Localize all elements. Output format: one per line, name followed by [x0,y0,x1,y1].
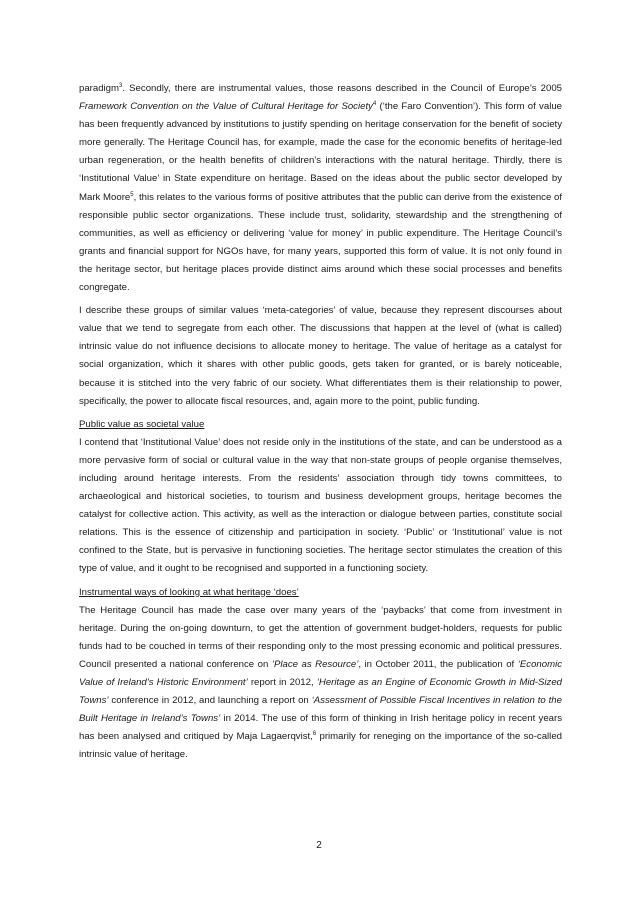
text-run: paradigm [79,83,119,94]
text-run: , this relates to the various forms of positive attributes that the public can derive from the existence of responsible public sector organizations. These include trust, solidarity, stewardship and the strengthening of communities, as well as efficiency or delivering ‘value for money’ in public expenditure. The Heritage Council’s grants and financial support for NGOs have, for many years, supported this form of value. It is not only found in the heritage sector, but heritage places provide distinct aims around which these social processes and benefits congregate. [79,191,562,294]
section-heading: Public value as societal value [79,418,205,430]
page-number: 2 [316,840,322,851]
footnote-ref: 3 [119,82,123,89]
footnote-ref: 4 [372,100,377,107]
italic-title: ‘Place as Resource’ [271,658,359,670]
section-heading: Instrumental ways of looking at what heritage ‘does’ [79,586,299,598]
italic-title: ‘Heritage as an Engine of Economic Growth in Mid-Sized Towns’ [79,677,562,707]
paragraph [79,302,562,411]
text-run: (‘the Faro Convention’). This form of value has been frequently advanced by institutions to justify spending on heritage conservation for the benefit of society more generally. The Heritage Council has, for example, made the case for the economic benefits of heritage-led urban regeneration, or the health benefits of children’s interactions with the natural heritage. Thirdly, there is ‘Institutional Value’ in State expenditure on heritage. Based on the ideas about the public sector developed by Mark Moore [79,101,562,203]
text-run: primarily for reneging on the importance of the so-called intrinsic value of heritage. [79,731,562,761]
text-run: I describe these groups of similar values ‘meta-categories’ of value, because they represent discourses about value that we tend to segregate from each other. The discussions that happen at the level of (what is called) intrinsic value do not influence decisions to allocate money to heritage. The value of heritage as a catalyst for social organization, which it shares with other public goods, gets taken for granted, or is barely noticeable, because it is stitched into the very fabric of our society. What differentiates them is their relationship to power, specifically, the power to allocate fiscal resources, and, again more to the point, public funding. [79,305,562,407]
footnote-ref: 6 [312,731,317,738]
italic-title: ‘Economic Value of Ireland’s Historic Environment’ [79,658,563,688]
paragraph [79,602,562,765]
paragraph [79,434,562,579]
text-run: conference in 2012, and launching a report on [108,695,312,707]
footnote-ref: 5 [130,191,134,198]
body-text [79,80,562,769]
italic-title: ‘Assessment of Possible Fiscal Incentives in relation to the Built Heritage in Ireland’s Towns’ [79,695,562,725]
text-run: in 2014. The use of this form of thinking in Irish heritage policy in recent years has been analysed and critiqued by Maja Lagaerqvist, [79,713,562,743]
text-run: , in October 2011, the publication of [358,658,518,670]
text-run: . Secondly, there are instrumental values, those reasons described in the Council of Europe’s 2005 [122,83,562,94]
text-run: I contend that ‘Institutional Value’ does not reside only in the institutions of the state, and can be understood as a more pervasive form of social or cultural value in the way that non-state groups of people organise themselves, including around heritage interests. From the residents’ association through tidy towns committees, to archaeological and historical societies, to tourism and business development groups, heritage becomes the catalyst for collective action. This activity, as well as the interaction or dialogue between parties, constitute social relations. This is the essence of citizenship and participation in society. ‘Public’ or ‘Institutional’ value is not confined to the State, but is pervasive in functioning societies. The heritage sector stimulates the creation of this type of value, and it ought to be recognised and supported in a functioning society. [79,436,562,575]
text-run: report in 2012, [247,677,317,688]
text-run: The Heritage Council has made the case over many years of the ‘paybacks’ that come from investment in heritage. During the on-going downturn, to get the attention of government budget-holders, requests for public funds had to be couched in terms of their responding only to the most pressing economic and political pressures. Council presented a national conference on [79,604,562,670]
italic-title: Framework Convention on the Value of Cultural Heritage for Society [79,101,373,113]
paragraph [79,80,562,297]
